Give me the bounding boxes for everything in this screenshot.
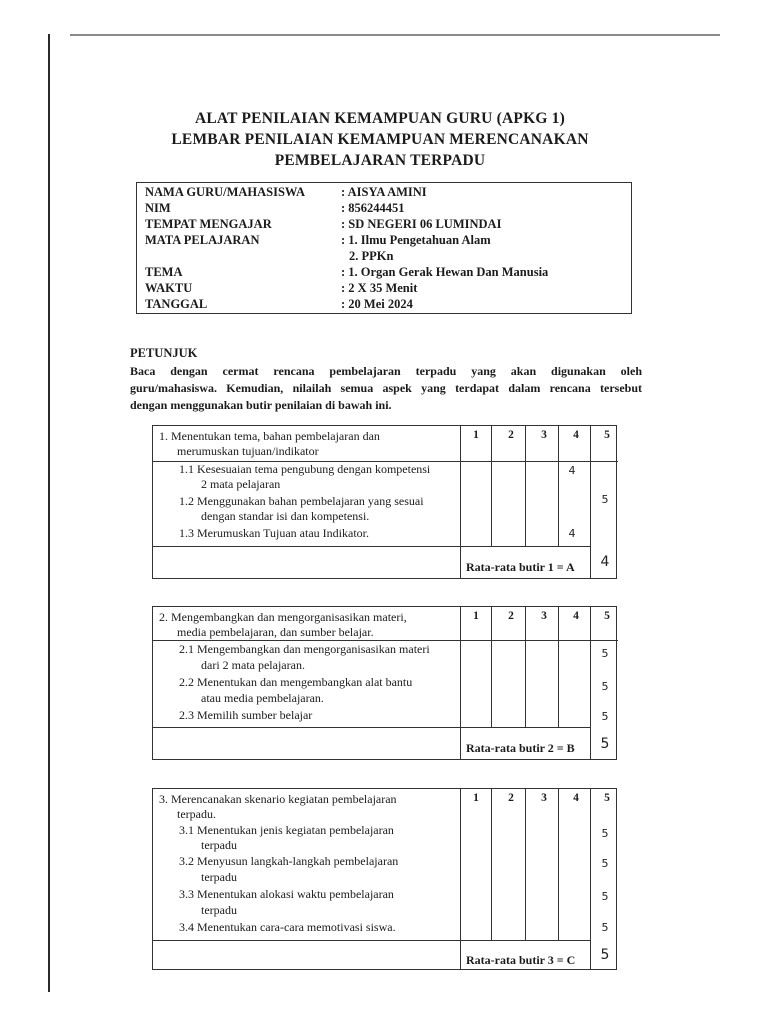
item-1-1-label: 1.1 Kesesuaian tema pengubung dengan kompetensi: [179, 462, 431, 476]
score-2-2: 5: [601, 680, 609, 693]
item-2-2-label-cont: atau media pembelajaran.: [201, 691, 324, 705]
mapel-value-1: : 1. Ilmu Pengetahuan Alam: [341, 233, 491, 247]
section-2-heading: 2. Mengembangkan dan mengorganisasikan materi,: [159, 610, 407, 624]
assessment-section-1: [152, 425, 617, 579]
title-line-1: ALAT PENILAIAN KEMAMPUAN GURU (APKG 1): [195, 110, 565, 127]
item-2-3-label: 2.3 Memilih sumber belajar: [179, 708, 313, 722]
section-1-heading: 1. Menentukan tema, bahan pembelajaran dan: [159, 429, 380, 443]
score-1-1: 4: [568, 464, 576, 477]
tempat-label: TEMPAT MENGAJAR: [145, 217, 272, 231]
scale-4: 4: [573, 792, 579, 804]
score-3-3: 5: [601, 890, 609, 903]
scale-1: 1: [473, 610, 479, 622]
scale-1: 1: [473, 792, 479, 804]
assessment-section-2: [152, 606, 617, 760]
scale-2: 2: [508, 429, 514, 441]
petunjuk-line-3: dengan menggunakan butir penilaian di bawah ini.: [130, 398, 392, 412]
section-2-average-label: Rata-rata butir 2 = B: [466, 741, 575, 755]
scale-3: 3: [541, 429, 547, 441]
scale-2: 2: [508, 610, 514, 622]
item-3-4-label: 3.4 Menentukan cara-cara memotivasi siswa.: [179, 920, 396, 934]
tanggal-value: : 20 Mei 2024: [341, 297, 413, 311]
nama-label: NAMA GURU/MAHASISWA: [145, 185, 306, 199]
section-3-average-label: Rata-rata butir 3 = C: [466, 953, 576, 967]
petunjuk-line-2: guru/mahasiswa. Kemudian, nilailah semua aspek yang terdapat dalam rencana tersebut: [130, 381, 642, 395]
mapel-value-2: 2. PPKn: [349, 249, 394, 263]
identity-box: [136, 182, 632, 314]
title-line-3: PEMBELAJARAN TERPADU: [274, 152, 486, 169]
scale-1: 1: [473, 429, 479, 441]
nim-value: : 856244451: [341, 201, 405, 215]
item-2-1-label-cont: dari 2 mata pelajaran.: [201, 658, 305, 672]
item-3-1-label-cont: terpadu: [201, 838, 237, 852]
item-3-1-label: 3.1 Menentukan jenis kegiatan pembelajaran: [179, 823, 394, 837]
title-line-2: LEMBAR PENILAIAN KEMAMPUAN MERENCANAKAN: [171, 131, 589, 148]
item-2-1-label: 2.1 Mengembangkan dan mengorganisasikan materi: [179, 642, 430, 656]
tanggal-label: TANGGAL: [145, 297, 208, 311]
petunjuk-text: [130, 363, 642, 414]
scale-5: 5: [604, 610, 610, 622]
section-2-heading-cont: media pembelajaran, dan sumber belajar.: [177, 625, 374, 639]
item-3-3-label-cont: terpadu: [201, 903, 237, 917]
scale-4: 4: [573, 429, 579, 441]
section-2-average-value: 5: [600, 736, 610, 752]
section-1-average-label: Rata-rata butir 1 = A: [466, 560, 575, 574]
tema-label: TEMA: [145, 265, 183, 279]
scale-4: 4: [573, 610, 579, 622]
item-1-2-label-cont: dengan standar isi dan kompetensi.: [201, 509, 370, 523]
scale-3: 3: [541, 610, 547, 622]
section-1-heading-cont: merumuskan tujuan/indikator: [177, 444, 319, 458]
score-2-3: 5: [601, 710, 609, 723]
mapel-label: MATA PELAJARAN: [145, 233, 260, 247]
petunjuk-heading: PETUNJUK: [130, 346, 198, 360]
score-3-1: 5: [601, 827, 609, 840]
score-1-3: 4: [568, 527, 576, 540]
scan-edge-left: [48, 34, 50, 992]
item-1-2-label: 1.2 Menggunakan bahan pembelajaran yang sesuai: [179, 494, 424, 508]
item-2-2-label: 2.2 Menentukan dan mengembangkan alat bantu: [179, 675, 413, 689]
item-3-3-label: 3.3 Menentukan alokasi waktu pembelajaran: [179, 887, 394, 901]
nim-label: NIM: [145, 201, 171, 215]
section-1-average-value: 4: [600, 554, 610, 570]
item-3-2-label-cont: terpadu: [201, 870, 237, 884]
scale-3: 3: [541, 792, 547, 804]
scale-5: 5: [604, 429, 610, 441]
tema-value: : 1. Organ Gerak Hewan Dan Manusia: [341, 265, 549, 279]
score-3-2: 5: [601, 857, 609, 870]
item-1-3-label: 1.3 Merumuskan Tujuan atau Indikator.: [179, 526, 369, 540]
nama-value: : AISYA AMINI: [341, 185, 427, 199]
tempat-value: : SD NEGERI 06 LUMINDAI: [341, 217, 502, 231]
section-3-average-value: 5: [600, 947, 610, 963]
scan-edge-top: [70, 34, 720, 36]
scale-5: 5: [604, 792, 610, 804]
petunjuk-line-1: Baca dengan cermat rencana pembelajaran terpadu yang akan digunakan oleh: [130, 364, 642, 378]
score-2-1: 5: [601, 647, 609, 660]
waktu-label: WAKTU: [145, 281, 193, 295]
score-1-2: 5: [601, 493, 609, 506]
section-3-heading-cont: terpadu.: [177, 807, 216, 821]
assessment-section-3: [152, 788, 617, 970]
score-3-4: 5: [601, 921, 609, 934]
waktu-value: : 2 X 35 Menit: [341, 281, 418, 295]
section-3-heading: 3. Merencanakan skenario kegiatan pembelajaran: [159, 792, 397, 806]
document-title: [100, 108, 660, 171]
item-3-2-label: 3.2 Menyusun langkah-langkah pembelajaran: [179, 854, 399, 868]
item-1-1-label-cont: 2 mata pelajaran: [201, 477, 281, 491]
scale-2: 2: [508, 792, 514, 804]
